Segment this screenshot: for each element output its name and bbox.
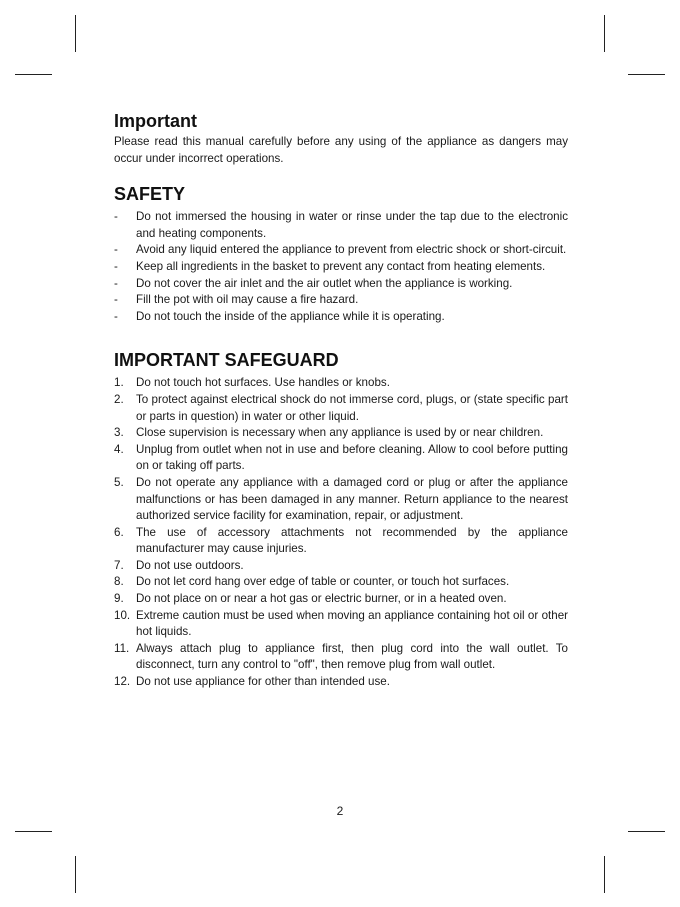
- safety-item-marker: -: [114, 309, 118, 323]
- safeguard-item-text: The use of accessory attachments not recommended by the appliance manufacturer may cause injuries.: [136, 525, 568, 556]
- safeguard-section: [114, 349, 568, 690]
- safety-item-text: Do not touch the inside of the appliance while it is operating.: [136, 309, 445, 323]
- safeguard-list: [114, 375, 568, 690]
- safeguard-item: [114, 674, 568, 691]
- safety-item-text: Fill the pot with oil may cause a fire hazard.: [136, 293, 359, 307]
- safeguard-item: [114, 442, 568, 475]
- important-text: Please read this manual carefully before any using of the appliance as dangers may occur under incorrect operations.: [114, 135, 568, 165]
- safeguard-item-text: To protect against electrical shock do not immerse cord, plugs, or (state specific part or parts in question) in water or other liquid.: [136, 392, 568, 423]
- safety-item: [114, 259, 568, 276]
- safety-heading: SAFETY: [114, 184, 186, 205]
- safeguard-item-number: 10.: [114, 608, 131, 622]
- important-heading: Important: [114, 111, 197, 131]
- safety-item: [114, 242, 568, 259]
- crop-mark-top-right-vertical: [604, 15, 605, 52]
- safeguard-item-text: Do not use appliance for other than intended use.: [136, 675, 390, 689]
- safeguard-item-text: Do not use outdoors.: [136, 558, 244, 572]
- safety-item-text: Keep all ingredients in the basket to prevent any contact from heating elements.: [136, 259, 546, 273]
- page-content: [114, 110, 568, 691]
- safety-item-marker: -: [114, 243, 118, 257]
- crop-mark-top-left-horizontal: [15, 74, 52, 75]
- safeguard-item-number: 3.: [114, 426, 124, 440]
- safeguard-item-text: Always attach plug to appliance first, then plug cord into the wall outlet. To disconnect, turn any control to "off", then remove plug from wall outlet.: [136, 641, 568, 672]
- safeguard-item: [114, 475, 568, 525]
- safeguard-item-number: 8.: [114, 575, 124, 589]
- safeguard-item: [114, 375, 568, 392]
- safety-item: [114, 209, 568, 242]
- safeguard-item: [114, 641, 568, 674]
- safety-item-text: Do not cover the air inlet and the air outlet when the appliance is working.: [136, 276, 513, 290]
- safeguard-item: [114, 392, 568, 425]
- safeguard-item-number: 4.: [114, 442, 124, 456]
- crop-mark-top-left-vertical: [75, 15, 76, 52]
- safety-item-marker: -: [114, 293, 118, 307]
- safeguard-item-number: 5.: [114, 475, 124, 489]
- important-section: [114, 110, 568, 167]
- crop-mark-top-right-horizontal: [628, 74, 665, 75]
- safety-item-text: Avoid any liquid entered the appliance to prevent from electric shock or short-circuit.: [136, 243, 567, 257]
- safety-item-marker: -: [114, 276, 118, 290]
- safeguard-item-text: Do not touch hot surfaces. Use handles or knobs.: [136, 376, 390, 390]
- safeguard-item-text: Extreme caution must be used when moving an appliance containing hot oil or other hot liquids.: [136, 608, 568, 639]
- safeguard-item-number: 1.: [114, 376, 124, 390]
- crop-mark-bottom-left-horizontal: [15, 831, 52, 832]
- safety-item-marker: -: [114, 259, 118, 273]
- crop-mark-bottom-right-vertical: [604, 856, 605, 893]
- safeguard-item-number: 6.: [114, 525, 124, 539]
- safeguard-item: [114, 608, 568, 641]
- safeguard-heading: IMPORTANT SAFEGUARD: [114, 350, 339, 371]
- safety-item-text: Do not immersed the housing in water or rinse under the tap due to the electronic and heating components.: [136, 210, 568, 240]
- safety-item-marker: -: [114, 210, 118, 224]
- crop-mark-bottom-left-vertical: [75, 856, 76, 893]
- safeguard-item-number: 7.: [114, 558, 124, 572]
- safeguard-item-number: 9.: [114, 592, 124, 606]
- page-number: 2: [336, 804, 344, 818]
- safeguard-item: [114, 591, 568, 608]
- safeguard-item-number: 12.: [114, 675, 131, 689]
- safeguard-item: [114, 574, 568, 591]
- safety-section: [114, 183, 568, 325]
- safeguard-item-text: Do not operate any appliance with a damaged cord or plug or after the appliance malfunctions or has been damaged in any manner. Return appliance to the nearest authorized service facility for examination, repair, or adjustment.: [136, 475, 568, 523]
- safeguard-item: [114, 425, 568, 442]
- safeguard-item: [114, 558, 568, 575]
- safeguard-item-number: 11.: [114, 641, 130, 655]
- safety-item: [114, 276, 568, 293]
- safety-item: [114, 309, 568, 326]
- safeguard-item-text: Do not let cord hang over edge of table or counter, or touch hot surfaces.: [136, 575, 510, 589]
- safeguard-item-text: Close supervision is necessary when any appliance is used by or near children.: [136, 426, 544, 440]
- crop-mark-bottom-right-horizontal: [628, 831, 665, 832]
- safety-list: [114, 209, 568, 325]
- safeguard-item-text: Unplug from outlet when not in use and before cleaning. Allow to cool before putting on or taking off parts.: [136, 442, 568, 473]
- safety-item: [114, 292, 568, 309]
- safeguard-item-number: 2.: [114, 392, 124, 406]
- safeguard-item: [114, 525, 568, 558]
- safeguard-item-text: Do not place on or near a hot gas or electric burner, or in a heated oven.: [136, 592, 507, 606]
